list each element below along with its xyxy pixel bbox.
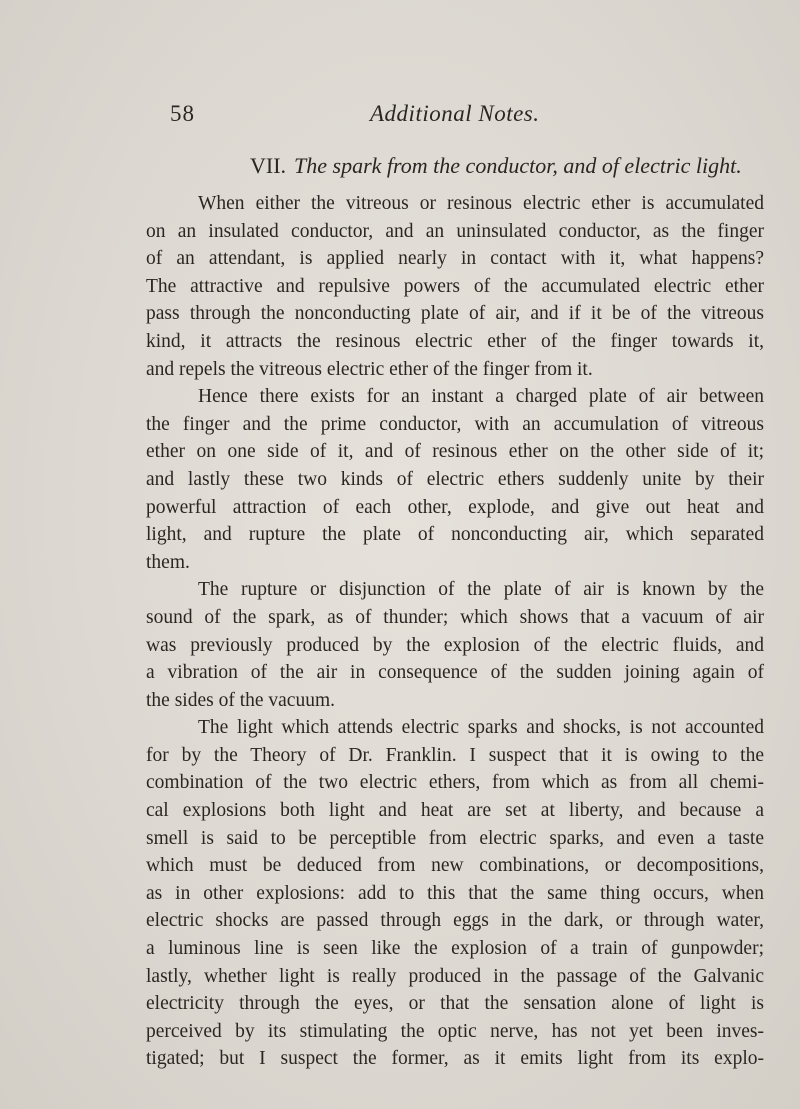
text-line: the finger and the prime conductor, with an accumulation of vitreous <box>146 413 764 435</box>
text-line: The rupture or disjunction of the plate of air is known by the <box>198 579 764 601</box>
paragraph <box>146 576 764 714</box>
section-heading <box>250 153 770 179</box>
page-number: 58 <box>170 101 195 126</box>
text-line: was previously produced by the explosion of the electric fluids, and <box>146 634 764 656</box>
text-line: cal explosions both light and heat are set at liberty, and because a <box>146 800 764 822</box>
text-line: and lastly these two kinds of electric ethers suddenly unite by their <box>146 468 764 490</box>
text-line: powerful attraction of each other, explode, and give out heat and <box>146 496 764 518</box>
text-line: When either the vitreous or resinous electric ether is accumulated <box>198 193 764 214</box>
text-line: ether on one side of it, and of resinous ether on the other side of it; <box>146 441 764 463</box>
paragraph <box>146 714 764 1073</box>
text-line: them. <box>146 551 190 573</box>
text-line: electricity through the eyes, or that the sensation alone of light is <box>146 993 764 1015</box>
text-line: electric shocks are passed through eggs in the dark, or through water, <box>146 910 764 932</box>
section-title: The spark from the conductor, and of electric light. <box>294 153 742 178</box>
text-line: the sides of the vacuum. <box>146 689 335 711</box>
paragraph <box>146 383 764 576</box>
text-line: perceived by its stimulating the optic nerve, has not yet been inves- <box>146 1020 764 1042</box>
paragraph <box>146 190 764 383</box>
text-line: sound of the spark, as of thunder; which shows that a vacuum of air <box>146 606 764 628</box>
text-line: lastly, whether light is really produced in the passage of the Galvanic <box>146 965 764 987</box>
running-head <box>170 101 700 137</box>
text-line: of an attendant, is applied nearly in contact with it, what happens? <box>146 248 764 270</box>
body-text <box>146 190 764 1073</box>
text-line: as in other explosions: add to this that the same thing occurs, when <box>146 882 764 904</box>
text-line: kind, it attracts the resinous electric ether of the finger towards it, <box>146 330 764 352</box>
text-line: which must be deduced from new combinations, or decompositions, <box>146 855 764 877</box>
text-line: tigated; but I suspect the former, as it emits light from its explo- <box>146 1048 764 1070</box>
text-line: smell is said to be perceptible from electric sparks, and even a taste <box>146 827 764 849</box>
text-line: on an insulated conductor, and an uninsulated conductor, as the finger <box>146 220 764 242</box>
text-line: The light which attends electric sparks and shocks, is not accounted <box>198 717 764 739</box>
section-number: VII. <box>250 153 287 178</box>
text-line: a luminous line is seen like the explosion of a train of gunpowder; <box>146 938 764 960</box>
running-title: Additional Notes. <box>370 101 540 126</box>
text-line: for by the Theory of Dr. Franklin. I suspect that it is owing to the <box>146 744 764 766</box>
text-line: a vibration of the air in consequence of the sudden joining again of <box>146 662 764 684</box>
text-line: combination of the two electric ethers, from which as from all chemi- <box>146 772 764 794</box>
text-line: light, and rupture the plate of nonconducting air, which separated <box>146 524 764 546</box>
text-line: pass through the nonconducting plate of air, and if it be of the vitreous <box>146 303 764 325</box>
text-line: and repels the vitreous electric ether of the finger from it. <box>146 358 593 380</box>
text-line: The attractive and repulsive powers of the accumulated electric ether <box>146 275 764 297</box>
text-line: Hence there exists for an instant a charged plate of air between <box>198 386 764 408</box>
